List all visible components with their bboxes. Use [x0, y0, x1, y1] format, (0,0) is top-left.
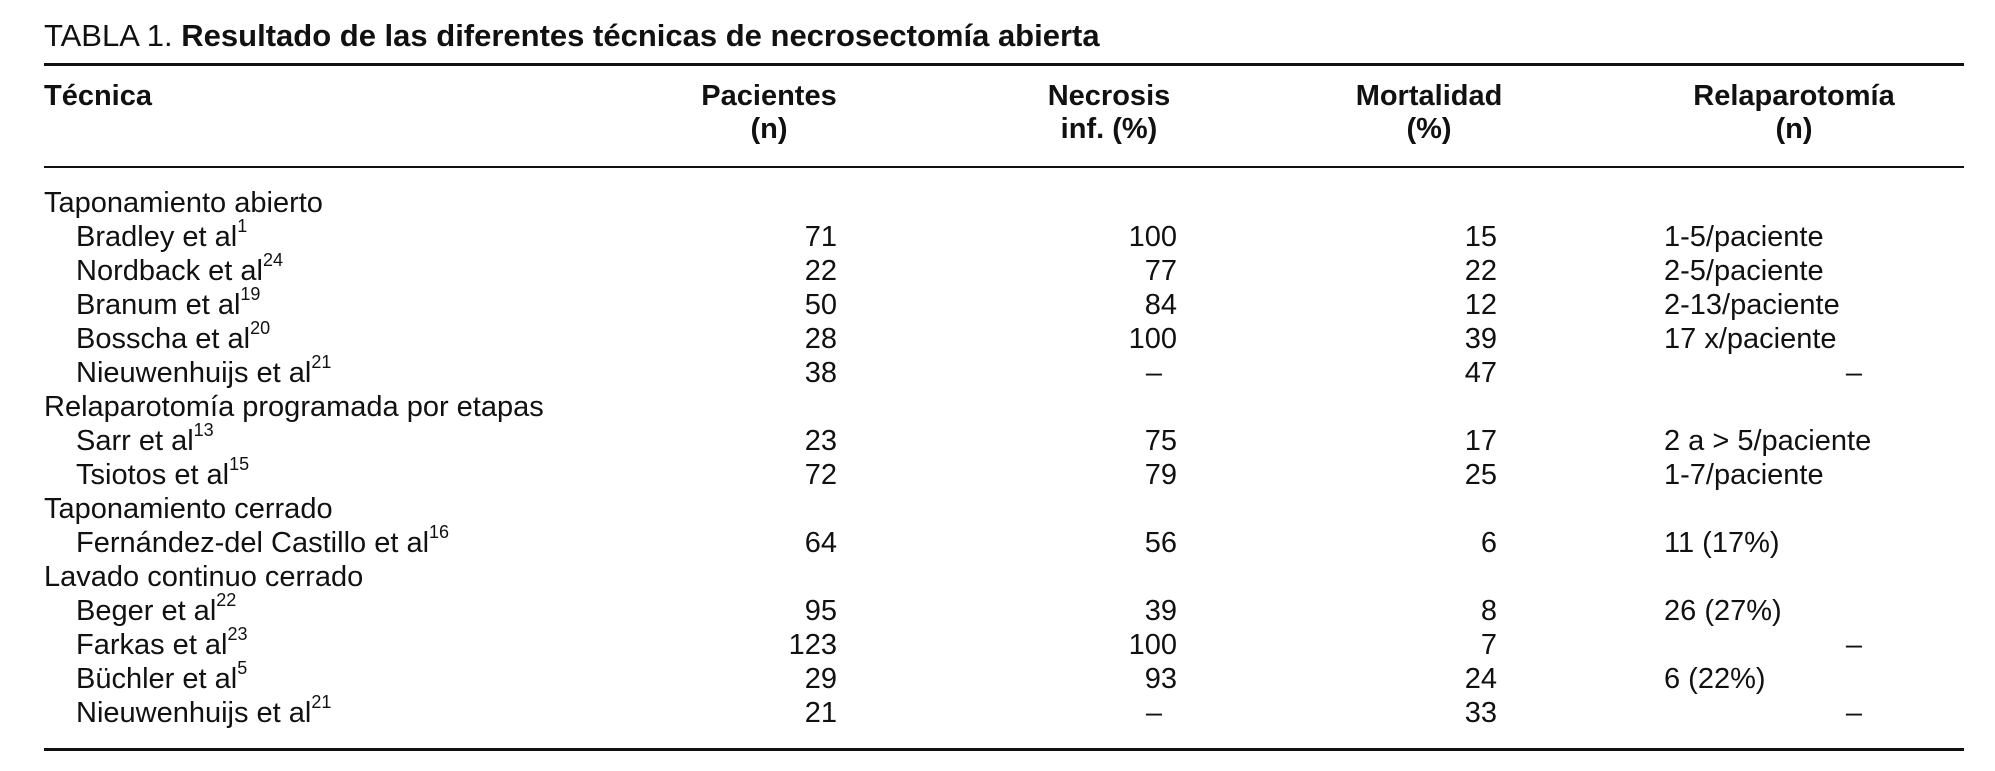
cell-relaparotomia: 1-7/paciente	[1664, 459, 1824, 491]
cell-relaparotomia: 2-5/paciente	[1664, 255, 1824, 287]
ref-superscript: 23	[227, 624, 248, 645]
cell-relaparotomia: 17 x/paciente	[1664, 323, 1837, 355]
table-row	[44, 658, 1964, 696]
cell-necrosis: 100	[1128, 629, 1177, 661]
cell-mortalidad: 22	[1464, 255, 1497, 287]
ref-superscript: 19	[240, 284, 261, 305]
study-name: Nieuwenhuijs et $al^{21}$	[76, 692, 332, 729]
ref-superscript: 5	[237, 658, 248, 679]
bottom-rule	[44, 748, 1964, 751]
cell-mortalidad: 17	[1464, 425, 1497, 457]
cell-relaparotomia: 2 a > 5/paciente	[1664, 425, 1872, 457]
cell-relaparotomia: 11 (17%)	[1664, 527, 1780, 559]
ref-superscript: 24	[263, 250, 284, 271]
group-row	[44, 186, 1964, 220]
cell-mortalidad: 47	[1464, 357, 1497, 389]
table-row	[44, 454, 1964, 492]
cell-necrosis: 39	[1144, 595, 1177, 627]
cell-mortalidad: 39	[1464, 323, 1497, 355]
cell-pacientes: 64	[804, 527, 837, 559]
table-row	[44, 352, 1964, 390]
header-necrosis: Necrosis inf. (%)	[1047, 80, 1171, 145]
group-label: Relaparotomía programada por etapas	[44, 391, 544, 423]
table-row	[44, 420, 1964, 458]
cell-pacientes: 29	[804, 663, 837, 695]
study-name: Beger et $al^{22}$	[76, 590, 237, 627]
top-rule	[44, 63, 1964, 66]
ref-superscript: 13	[193, 420, 214, 441]
group-label: Taponamiento cerrado	[44, 493, 333, 525]
study-name: Branum et $al^{19}$	[76, 284, 261, 321]
cell-necrosis: –	[1145, 697, 1162, 729]
ref-superscript: 1	[237, 216, 248, 237]
cell-necrosis: 77	[1144, 255, 1177, 287]
cell-pacientes: 28	[804, 323, 837, 355]
table-row	[44, 590, 1964, 628]
group-row	[44, 492, 1964, 526]
cell-relaparotomia: –	[1845, 629, 1863, 661]
header-pacientes: Pacientes (n)	[701, 80, 837, 145]
cell-relaparotomia: –	[1845, 697, 1863, 729]
cell-mortalidad: 15	[1464, 221, 1497, 253]
ref-superscript: 20	[250, 318, 271, 339]
study-name: Tsiotos et $al^{15}$	[76, 454, 250, 491]
cell-relaparotomia: 6 (22%)	[1664, 663, 1766, 695]
cell-necrosis: 100	[1128, 323, 1177, 355]
cell-relaparotomia: –	[1845, 357, 1863, 389]
cell-mortalidad: 7	[1480, 629, 1497, 661]
group-row	[44, 390, 1964, 424]
cell-mortalidad: 33	[1464, 697, 1497, 729]
cell-mortalidad: 24	[1464, 663, 1497, 695]
cell-pacientes: 95	[804, 595, 837, 627]
table-row	[44, 216, 1964, 254]
table-row	[44, 250, 1964, 288]
cell-pacientes: 21	[804, 697, 837, 729]
ref-superscript: 21	[311, 352, 332, 373]
cell-mortalidad: 8	[1480, 595, 1497, 627]
study-name: Bradley et $al^1$	[76, 216, 248, 253]
cell-necrosis: –	[1145, 357, 1162, 389]
ref-superscript: 21	[311, 692, 332, 713]
cell-necrosis: 84	[1144, 289, 1177, 321]
study-name: Fernández-del Castillo et $al^{16}$	[76, 522, 450, 559]
table-figure	[44, 18, 1964, 729]
cell-necrosis: 75	[1144, 425, 1177, 457]
table-caption	[44, 18, 1964, 54]
table-row	[44, 318, 1964, 356]
table-row	[44, 624, 1964, 662]
group-row	[44, 560, 1964, 594]
group-label: Lavado continuo cerrado	[44, 561, 364, 593]
study-name: Nieuwenhuijs et $al^{21}$	[76, 352, 332, 389]
cell-necrosis: 56	[1144, 527, 1177, 559]
table-body	[44, 186, 1964, 730]
cell-necrosis: 79	[1144, 459, 1177, 491]
cell-pacientes: 71	[804, 221, 837, 253]
table-row	[44, 522, 1964, 560]
header-rule	[44, 166, 1964, 168]
study-name: Bosscha et $al^{20}$	[76, 318, 271, 355]
table-row	[44, 692, 1964, 730]
cell-pacientes: 23	[804, 425, 837, 457]
cell-relaparotomia: 1-5/paciente	[1664, 221, 1824, 253]
ref-superscript: 22	[216, 590, 237, 611]
cell-pacientes: 38	[804, 357, 837, 389]
group-label: Taponamiento abierto	[44, 187, 323, 219]
cell-necrosis: 100	[1128, 221, 1177, 253]
table-row	[44, 284, 1964, 322]
study-name: Farkas et $al^{23}$	[76, 624, 248, 661]
study-name: Nordback et $al^{24}$	[76, 250, 284, 287]
cell-mortalidad: 6	[1480, 527, 1497, 559]
cell-pacientes: 123	[788, 629, 837, 661]
cell-pacientes: 50	[804, 289, 837, 321]
cell-necrosis: 93	[1144, 663, 1177, 695]
study-name: Sarr et $al^{13}$	[76, 420, 214, 457]
cell-pacientes: 22	[804, 255, 837, 287]
table-title: Resultado de las diferentes técnicas de necrosectomía abierta	[181, 18, 1100, 53]
table-number: TABLA 1.	[44, 18, 173, 53]
cell-mortalidad: 12	[1464, 289, 1497, 321]
header-relaparotomia: Relaparotomía (n)	[1693, 80, 1895, 145]
header-mortalidad: Mortalidad (%)	[1355, 80, 1503, 145]
cell-relaparotomia: 26 (27%)	[1664, 595, 1782, 627]
cell-relaparotomia: 2-13/paciente	[1664, 289, 1840, 321]
ref-superscript: 16	[429, 522, 450, 543]
cell-pacientes: 72	[804, 459, 837, 491]
cell-mortalidad: 25	[1464, 459, 1497, 491]
study-name: Büchler et $al^5$	[76, 658, 248, 695]
ref-superscript: 15	[229, 454, 250, 475]
header-tecnica: Técnica	[44, 80, 152, 112]
